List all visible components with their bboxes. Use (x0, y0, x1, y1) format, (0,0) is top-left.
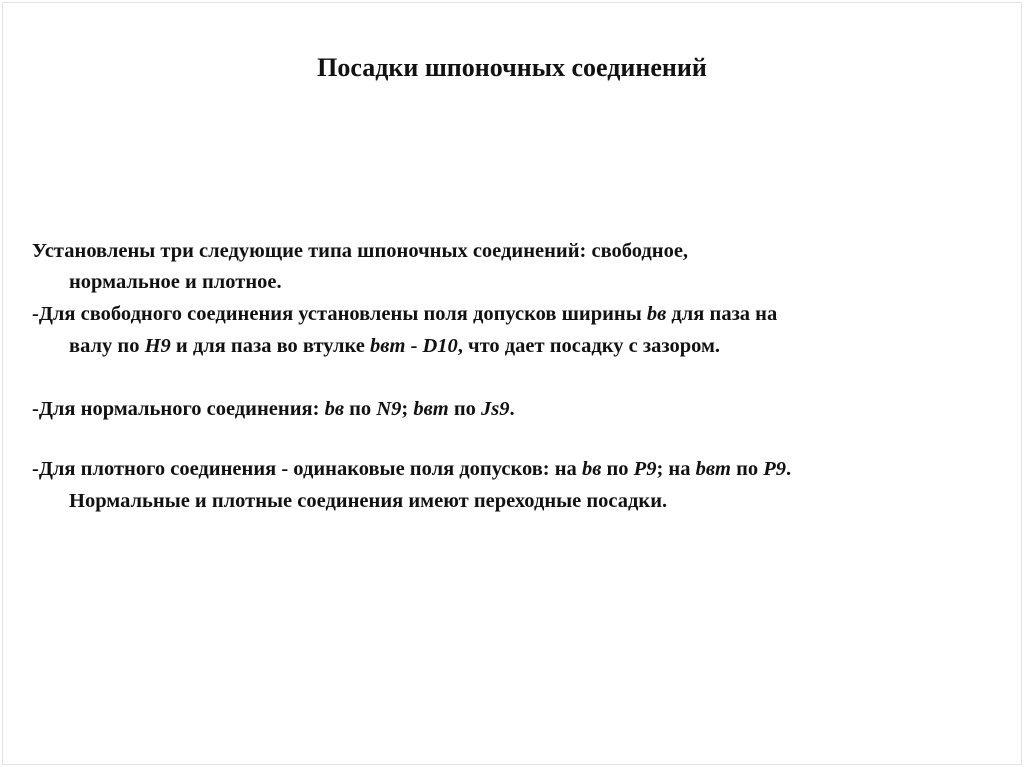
free-fit-text: для паза на (666, 303, 778, 325)
free-fit-line-2 (69, 333, 720, 359)
symbol-bvt: bвт (695, 458, 731, 480)
tight-fit-text: . (786, 458, 792, 480)
tight-fit-text: -Для плотного соединения - одинаковые поля допусков: на (32, 458, 582, 480)
symbol-p9: P9 (633, 458, 657, 480)
normal-fit-text: ; (401, 398, 414, 420)
free-fit-text: и для паза во втулке (170, 335, 371, 357)
symbol-bv: bв (324, 398, 344, 420)
normal-fit-text: -Для нормального соединения: (32, 398, 325, 420)
symbol-n9: N9 (376, 398, 402, 420)
slide-frame (2, 2, 1022, 765)
intro-line-1: Установлены три следующие типа шпоночных соединений: свободное, (32, 240, 689, 262)
free-fit-line-1 (32, 301, 777, 327)
symbol-bv: bв (646, 303, 667, 325)
symbol-d10: D10 (422, 335, 458, 357)
free-fit-text: валу по (69, 335, 145, 357)
tight-fit-line-2: Нормальные и плотные соединения имеют переходные посадки. (69, 490, 668, 512)
symbol-bvt: bвт (370, 335, 406, 357)
free-fit-text: - (405, 335, 423, 357)
slide-title: Посадки шпоночных соединений (317, 53, 707, 82)
tight-fit-text: по (601, 458, 634, 480)
tight-fit-text: ; на (656, 458, 696, 480)
symbol-h9: H9 (144, 335, 171, 357)
intro-line-2: нормальное и плотное. (69, 271, 282, 293)
symbol-bv: bв (581, 458, 602, 480)
tight-fit-text: по (730, 458, 764, 480)
tight-fit-line-1 (32, 456, 791, 482)
normal-fit-line (32, 396, 515, 422)
normal-fit-text: по (448, 398, 481, 420)
symbol-js9: Js9 (481, 398, 510, 420)
symbol-bvt: bвт (413, 398, 449, 420)
free-fit-text: , что дает посадку с зазором. (457, 335, 721, 357)
symbol-p9: P9 (763, 458, 787, 480)
free-fit-text: -Для свободного соединения установлены поля допусков ширины (32, 303, 647, 325)
normal-fit-text: . (509, 398, 515, 420)
normal-fit-text: по (344, 398, 377, 420)
